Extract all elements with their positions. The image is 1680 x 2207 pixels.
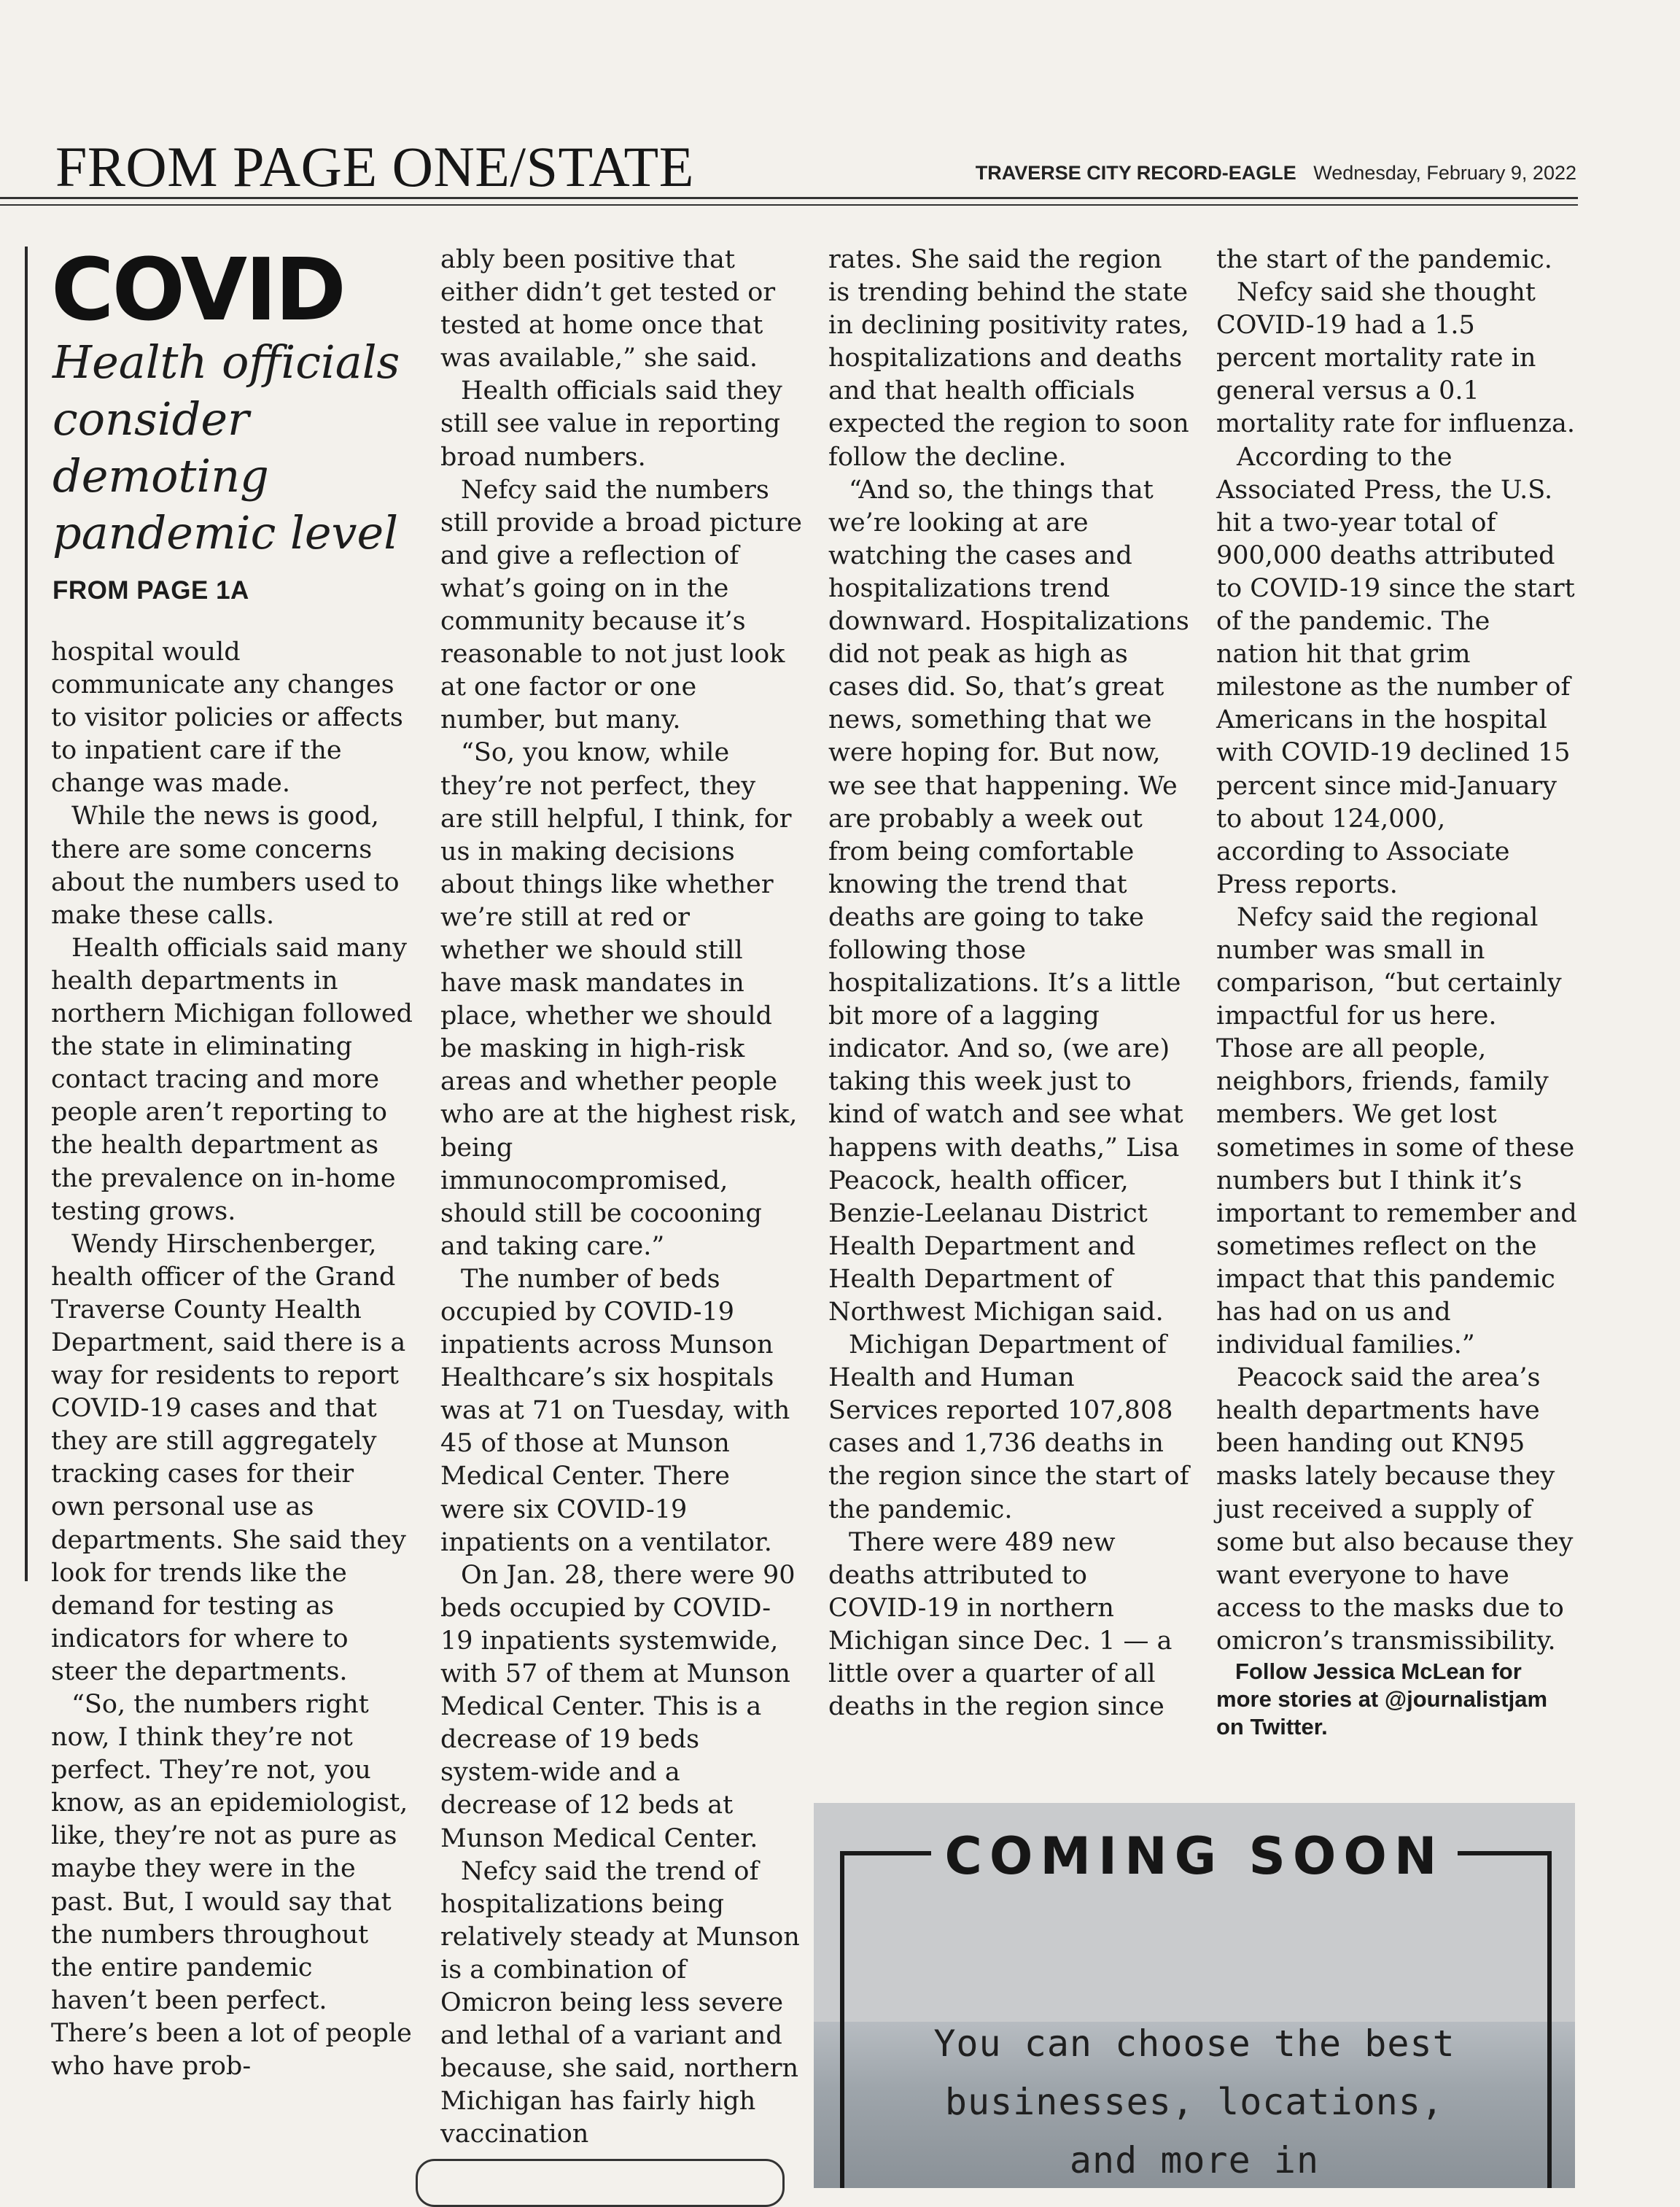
paper-name: TRAVERSE CITY RECORD-EAGLE bbox=[975, 162, 1296, 184]
paragraph: According to the Associated Press, the U.S. hit a two-year total of 900,000 deaths attributed to COVID-19 since the start of the pandemic. The nation hit that grim milestone as the number of Americans in the hospital with COVID-19 declined 15 percent since mid-January to about 124,000, according to Associate Press reports. bbox=[1216, 442, 1575, 899]
article-column-1 bbox=[51, 636, 413, 2083]
ad-line: and more in bbox=[1069, 2139, 1320, 2181]
issue-date: Wednesday, February 9, 2022 bbox=[1313, 162, 1576, 184]
headline-deck: Health officials consider demoting pandemic level bbox=[52, 335, 400, 559]
paragraph: Wendy Hirschenberger, health officer of the Grand Traverse County Health Department, said there is a way for residents to report COVID-19 cases and that they are still aggregately tracking cases for their own personal use as departments. She said they look for trends like the demand for testing as indicators for where to steer the departments. bbox=[51, 1229, 406, 1686]
ad-title bbox=[814, 1826, 1575, 1886]
paragraph: Michigan Department of Health and Human Services reported 107,808 cases and 1,736 deaths in the region since the start of the pandemic. bbox=[828, 1330, 1189, 1524]
header-rule bbox=[0, 197, 1578, 199]
ad-body bbox=[814, 2014, 1575, 2188]
article-column-2 bbox=[440, 244, 802, 2151]
paragraph: Peacock said the area’s health departments have been handing out KN95 masks lately because they just received a supply of some but also because they want everyone to have access to the masks due to omicron’s transmissibility. bbox=[1216, 1363, 1574, 1656]
article-column-4 bbox=[1216, 244, 1578, 1741]
ad-title-text: COMING SOON bbox=[931, 1826, 1457, 1886]
paragraph: Nefcy said the regional number was small in comparison, “but certainly impactful for us here. Those are all people, neighbors, friends, family members. We get lost sometimes in some of these numbers but I think it’s important to remember and sometimes reflect on the impact that this pandemic has had on us and individual families.” bbox=[1216, 902, 1577, 1360]
bottom-promo-box bbox=[416, 2159, 785, 2207]
paragraph: “So, you know, while they’re not perfect, they are still helpful, I think, for us in making decisions about things like whether we’re still at red or whether we should still have mask mandates in place, whether we should be masking in high-risk areas and whether people who are at the highest risk, being immunocompromised, should still be cocooning and taking care.” bbox=[440, 738, 798, 1261]
ad-line: You can choose the best bbox=[933, 2022, 1455, 2065]
paragraph: Health officials said they still see value in reporting broad numbers. bbox=[440, 376, 782, 472]
header-rule-secondary bbox=[0, 204, 1578, 206]
paragraph: ably been positive that either didn’t get tested or tested at home once that was available,” she said. bbox=[440, 245, 776, 373]
paragraph: While the news is good, there are some concerns about the numbers used to make these calls. bbox=[51, 802, 400, 930]
author-followup: Follow Jessica McLean for more stories at @journalistjam on Twitter. bbox=[1216, 1659, 1548, 1740]
section-header: FROM PAGE ONE/STATE bbox=[55, 135, 694, 198]
paragraph: the start of the pandemic. bbox=[1216, 245, 1552, 274]
jump-line: FROM PAGE 1A bbox=[52, 576, 249, 605]
paragraph: “So, the numbers right now, I think they’re not perfect. They’re not, you know, as an epidemiologist, like, they’re not as pure as maybe they were in the past. But, I would say that the numbers throughout the entire pandemic haven’t been perfect. There’s been a lot of people who have prob- bbox=[51, 1690, 412, 2082]
paragraph: There were 489 new deaths attributed to COVID-19 in northern Michigan since Dec. 1 — a little over a quarter of all deaths in the region since bbox=[828, 1527, 1172, 1722]
paragraph: rates. She said the region is trending behind the state in declining positivity rates, hospitalizations and deaths and that health officials expected the region to soon follow the decline. bbox=[828, 245, 1190, 472]
column-rule bbox=[25, 247, 28, 1581]
paragraph: “And so, the things that we’re looking at are watching the cases and hospitalizations trend downward. Hospitalizations did not peak as high as cases did. So, that’s great news, something that we were hoping for. But now, we see that happening. We are probably a week out from being comfortable knowing the trend that deaths are going to take following those hospitalizations. It’s a little bit more of a lagging indicator. And so, (we are) taking this week just to kind of watch and see what happens with deaths,” Lisa Peacock, health officer, Benzie-Leelanau District Health Department and Health Department of Northwest Michigan said. bbox=[828, 475, 1189, 1327]
paragraph: On Jan. 28, there were 90 beds occupied by COVID-19 inpatients systemwide, with 57 of them at Munson Medical Center. This is a decrease of 19 beds system-wide and a decrease of 12 beds at Munson Medical Center. bbox=[440, 1560, 796, 1853]
paragraph: Nefcy said the numbers still provide a broad picture and give a reflection of what’s going on in the community because it’s reasonable to not just look at one factor or one number, but many. bbox=[440, 475, 802, 735]
paragraph: Health officials said many health departments in northern Michigan followed the state in eliminating contact tracing and more people aren’t reporting to the health department as the prevalence on in-home testing grows. bbox=[51, 933, 413, 1226]
article-column-3 bbox=[828, 244, 1190, 1723]
ad-line: businesses, locations, bbox=[944, 2081, 1444, 2123]
paragraph: The number of beds occupied by COVID-19 inpatients across Munson Healthcare’s six hospitals was at 71 on Tuesday, with 45 of those at Munson Medical Center. There were six COVID-19 inpatients on a ventilator. bbox=[440, 1264, 790, 1557]
paragraph: Nefcy said the trend of hospitalizations being relatively steady at Munson is a combination of Omicron being less severe and lethal of a variant and because, she said, northern Michigan has fairly high vaccination bbox=[440, 1856, 800, 2149]
advertisement bbox=[814, 1803, 1575, 2188]
paragraph: Nefcy said she thought COVID-19 had a 1.5 percent mortality rate in general versus a 0.1 mortality rate for influenza. bbox=[1216, 278, 1575, 439]
paragraph: hospital would communicate any changes to visitor policies or affects to inpatient care if the change was made. bbox=[51, 637, 403, 799]
masthead bbox=[976, 162, 1576, 185]
headline-kicker: COVID bbox=[51, 239, 344, 340]
